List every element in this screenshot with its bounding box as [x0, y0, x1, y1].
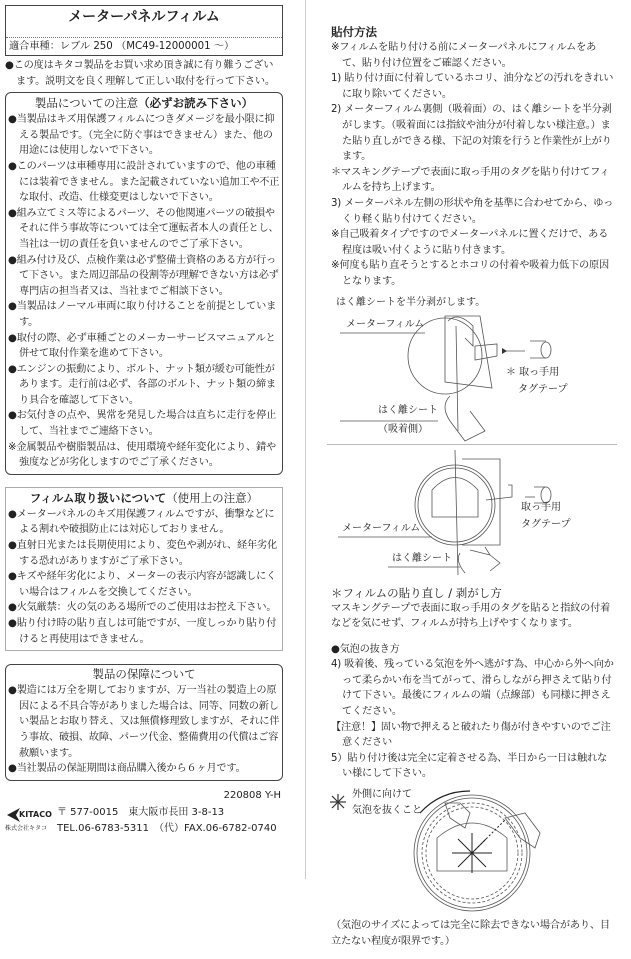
logo-text: KITACO	[19, 809, 52, 819]
handling-title-sub: （使用上の注意）	[166, 490, 259, 505]
list-item: ※金属製品や樹脂製品は、使用環境や経年変化により、錆や強度などが劣化しますのでご了承ください。	[8, 441, 277, 469]
caution-box	[5, 92, 283, 475]
warranty-title: 製品の保障について	[92, 667, 196, 682]
application-steps	[331, 40, 615, 290]
left-column	[5, 0, 283, 837]
list-item: ●貼り付け時の貼り直しは可能ですが、一度しっかり貼り付けると再使用はできません。	[8, 618, 277, 645]
bubble-removal-section	[331, 642, 615, 782]
step: 5）貼り付け後は完全に定着させる為、半日から一日は触れない様にして下さい。	[331, 752, 607, 780]
logo-subtext: 株式会社キタコ	[5, 824, 47, 832]
step: 2) メーターフィルム裏側（吸着面）の、はく離シートを半分剥がします。（吸着面には指紋や油分が付着しない様注意。）また貼り直しができる様、下記の対策を行うと作業性が上がります。	[331, 104, 612, 163]
film-label: メーターフィルム	[346, 318, 425, 330]
list-item: ●組み立てミス等によるパーツ、その他関連パーツの破損やそれに伴う事故等については全て運転者本人の責任とし、当社は一切の責任を負いませんのでご了承下さい。	[8, 207, 279, 250]
figure-caption: はく離シートを半分剥がします。	[336, 296, 486, 308]
film-label: メーターフィルム	[342, 522, 421, 534]
list-item: ●メーターパネルのキズ用保護フィルムですが、衝撃などによる割れや破損防止には対応しておりません。	[8, 508, 275, 536]
right-column	[320, 0, 620, 959]
intro-text: ●この度はキタコ製品をお買い求め頂き誠に有り難うございます。説明文を良く理解して正しい取付を行って下さい。	[5, 60, 275, 87]
step: 3) メーターパネル左側の形状や角を基準に合わせてから、ゆっくり軽く貼り付けてください。	[331, 197, 614, 225]
fitment: 適合車種：レブル 250 （MC49-12000001 ～）	[9, 41, 235, 52]
list-item: ●キズや経年劣化により、メーターの表示内容が認識しにくい場合はフィルムを交換してください。	[8, 571, 277, 598]
list-item: ●火気厳禁：火の気のある場所でのご使用はお控え下さい。	[8, 602, 277, 614]
step: 1) 貼り付け面に付着しているホコリ、油分などの汚れをきれいに取り除いてください。	[331, 73, 614, 100]
step: ＊マスキングテープで表面に取っ手用のタグを貼り付けてフィルムを持ち上げます。	[331, 166, 610, 194]
step: 【注意！】固い物で押えると破れたり傷が付きやすいのでご注意ください	[331, 721, 611, 749]
sheet-label: はく離シート	[378, 404, 438, 416]
caution-title-emphasis: （必ずお読み下さい）	[138, 96, 254, 111]
handling-box	[5, 487, 283, 651]
list-item: ●当社製品の保証期間は商品購入後から６ヶ月です。	[8, 763, 246, 775]
list-item: ●お気付きの点や、異常を発見した場合は直ちに走行を停止して、当社までご連絡下さい。	[8, 410, 277, 438]
reapply-title: ＊フィルムの貼り直し / 剥がし方	[331, 585, 502, 600]
caution-title: 製品についての注意	[34, 96, 139, 111]
tag-label: 取っ手用	[521, 501, 561, 513]
contact-info	[57, 805, 277, 837]
list-item: ●エンジンの振動により、ボルト、ナット類が緩む可能性があります。走行前は必ず、各部のボルト、ナット類の締まり具合を確認して下さい。	[8, 363, 276, 406]
step: ※自己吸着タイプですのでメーターパネルに置くだけで、ある程度は吸い付くように貼り付きます。	[331, 229, 609, 256]
list-item: ●製造には万全を期しておりますが、万一当社の製造上の原因による不具合等がありました場合は、同等、同数の新しい製品とお取り替え、又は無償修理致しますが、それに伴う事故、破損、故障、パーツ代金、整備費用の代償はご容赦願います。	[8, 685, 280, 759]
asterisk-icon	[330, 794, 346, 810]
list-item: ●このパーツは車種専用に設計されていますので、他の車種には装着できません。また記載されていない追加工や不正な取付、改造、仕様変更はしないで下さい。	[8, 160, 280, 204]
page-fold-line	[305, 0, 306, 879]
bubble-note-2: 気泡を抜くこと	[352, 805, 422, 817]
list-item: ●取付の際、必ず車種ごとのメーカーサービスマニュアルと併せて取付作業を進めて下さい。	[8, 332, 276, 360]
phone-fax: TEL.06-6783-5311 （代）FAX.06-6782-0740	[57, 822, 277, 834]
list-item: ●当製品はキズ用保護フィルムにつきダメージを最小限に抑える製品です。（完全に防ぐ事はできません）また、他の用途には使用しないで下さい。	[8, 114, 275, 157]
document-code: 220808 Y-H	[223, 789, 281, 801]
meter-film-illustration	[320, 445, 620, 583]
handling-title: フィルム取り扱いについて	[29, 490, 167, 505]
tag-tape-figure	[320, 445, 620, 583]
kitaco-logo	[5, 805, 57, 833]
list-item: ●当製品はノーマル車両に取り付けることを前提としています。	[8, 301, 277, 328]
step: 4) 吸着後、残っている気泡を外へ逃がす為、中心から外へ向かって柔らかい布を当てがって、滑らしながら押さえて貼り付けて下さい。最後にフィルムの端（点線部）も同様に押さえてください。	[331, 659, 614, 718]
product-title: メーターパネルフィルム	[68, 9, 220, 25]
step: ※フィルムを貼り付ける前にメーターパネルにフィルムをあて、貼り付け位置をご確認ください。	[331, 42, 597, 69]
address: 〒 577-0015 東大阪市長田 3-8-13	[57, 806, 225, 818]
bubble-figure	[320, 788, 620, 914]
step: ※何度も貼り直そうとするとホコリの付着や吸着力低下の原因となります。	[331, 260, 609, 287]
sheet-sub-label: （吸着側）	[378, 423, 428, 435]
title-box	[5, 5, 283, 56]
tag-label-2: タグテープ	[521, 518, 571, 530]
sheet-label: はく離シート	[392, 552, 452, 564]
peel-sheet-figure	[320, 294, 620, 444]
list-item: ●直射日光または長期使用により、変色や剥がれ、経年劣化する恐れがありますがご了承下さい。	[8, 540, 277, 567]
bubble-footnote: （気泡のサイズによっては完全に除去できない場合があり、目立たない程度が限界です。）	[331, 920, 610, 947]
film-peel-illustration	[320, 294, 620, 444]
company-footer	[5, 805, 283, 837]
bubble-title: ●気泡の抜き方	[331, 643, 400, 655]
warranty-box	[5, 664, 283, 781]
reapply-text: マスキングテープで表面に取っ手用のタグを貼ると指紋の付着などを気にせず、フィルムが持ち上げやすくなります。	[331, 602, 611, 630]
tag-label-2: タグテープ	[518, 383, 568, 395]
application-title: 貼付方法	[331, 25, 377, 39]
bubble-note: 外側に向けて	[352, 789, 412, 801]
tag-label: ＊ 取っ手用	[506, 366, 560, 378]
list-item: ●組み付け及び、点検作業は必ず整備士資格のある方が行って下さい。また周辺部品の役割等が理解できない方は必ず専門店の担当者又は、当社までご相談下さい。	[8, 254, 279, 297]
